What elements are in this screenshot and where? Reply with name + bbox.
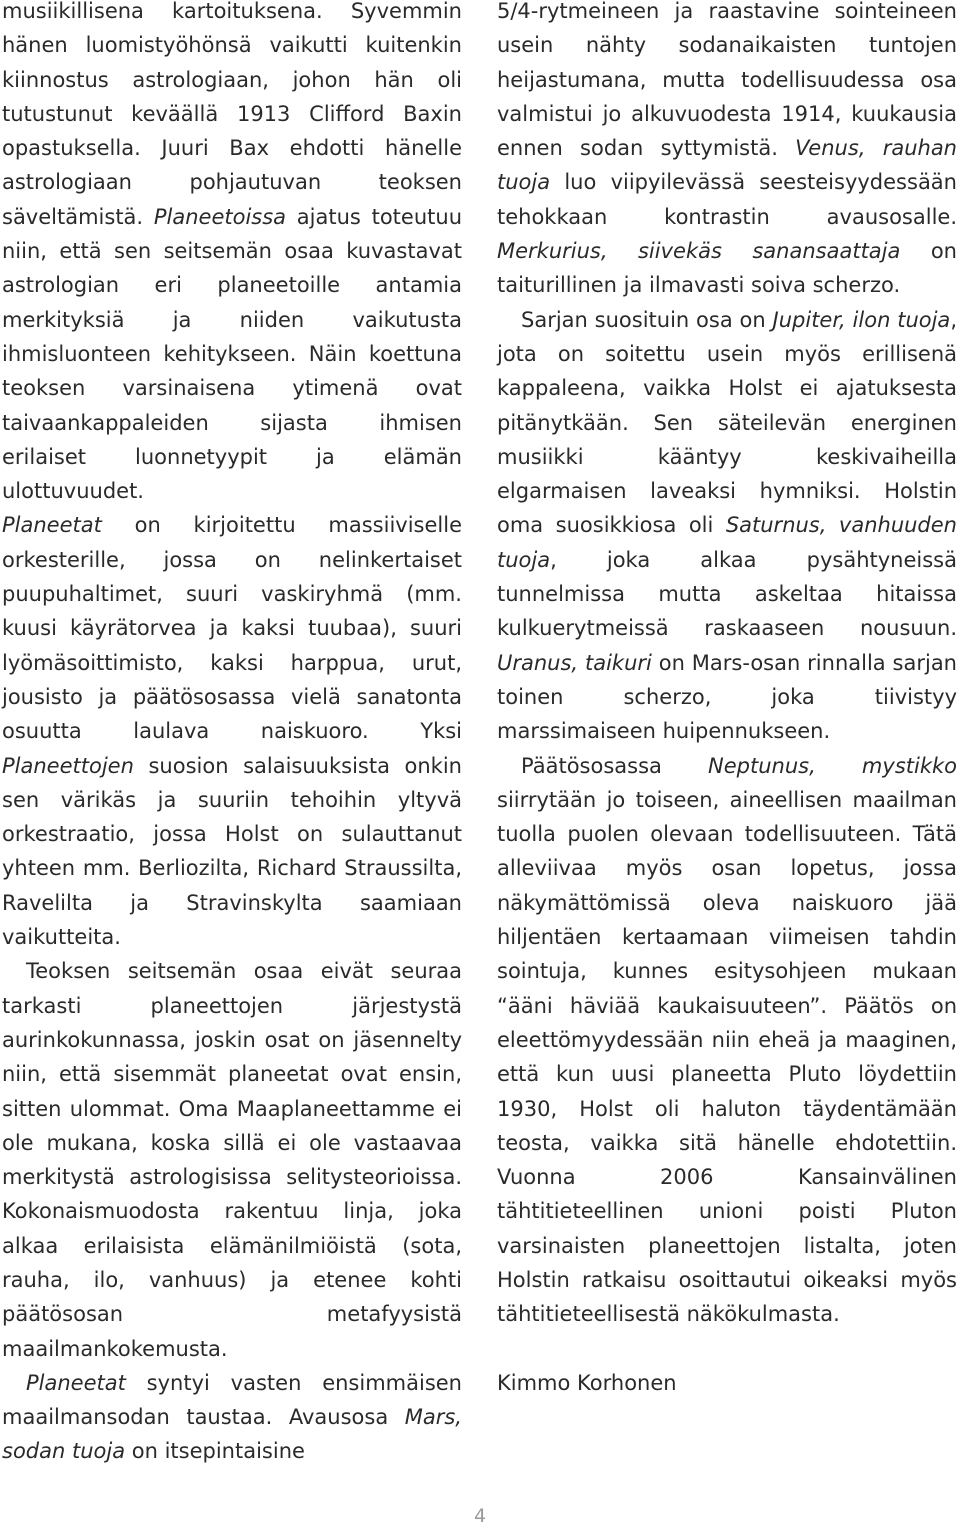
movement-title-italic: Mars, sodan tuoja xyxy=(2,1405,462,1464)
text-run: on kirjoitettu massiiviselle orkesterille, jossa on nelinkertaiset puupuhaltimet, suuri vaskiryhmä (mm. kuusi käyrätorvea ja kaksi tuubaa), suuri lyömäsoittimisto, kaksi harppua, urut, jousisto ja päätösosassa vielä sanatonta osuutta laulava naiskuoro. Yksi xyxy=(2,513,462,744)
paragraph-neptune-ending xyxy=(497,749,957,1332)
work-title-italic: Planeettojen xyxy=(2,753,134,778)
text-run: 5/4-rytmeineen ja raastavine sointeineen usein nähty sodanaikaisten tuntojen heijastumana, mutta todellisuudessa osa valmistui jo alkuvuodesta 1914, kuukausia ennen sodan syttymistä. xyxy=(497,0,957,161)
movement-title-italic: Uranus, taikuri xyxy=(497,650,652,675)
work-title-italic: Planeetat xyxy=(2,513,102,538)
text-run: siirrytään jo toiseen, aineellisen maailman tuolla puolen olevaan todellisuuteen. Tätä alleviivaa myös osan lopetus, jossa näkymättömissä oleva naiskuoro jää hiljentäen kertaamaan viimeisen tahdin sointuja, kunnes esitysohjeen mukaan “ääni häviää kaukaisuuteen”. Päätös on eleettömyydessään niin eheä ja maaginen, että kun uusi planeetta Pluto löydettiin 1930, Holst oli haluton täydentämään teosta, vaikka sitä hänelle ehdotettiin. Vuonna 2006 Kansainvälinen tähtitieteellinen unioni poisti Pluton varsinaisten planeettojen listalta, joten Holstin ratkaisu osoittautui oikeaksi myös tähtitieteellisestä näkökulmasta. xyxy=(497,787,957,1327)
page-number: 4 xyxy=(473,1505,487,1527)
movement-title-italic: Merkurius, siivekäs sanansaattaja xyxy=(497,239,901,264)
text-run: on taiturillinen ja ilmavasti soiva scherzo. xyxy=(497,239,957,298)
text-run: ajatus toteutuu niin, että sen seitsemän osaa kuvastavat astrologian eri planeetoille antamia merkityksiä ja niiden vaikutusta ihmisluonteen kehitykseen. Näin koettuna teoksen varsinaisena ytimenä ovat taivaankappaleiden sijasta ihmisen erilaiset luonnetyypit ja elämän ulottuvuudet. xyxy=(2,204,462,504)
text-run: Sarjan suosituin osa on xyxy=(521,307,773,332)
paragraph-astrology-influence xyxy=(2,0,462,508)
text-run: syntyi vasten ensimmäisen maailmansodan taustaa. Avausosa xyxy=(2,1370,462,1430)
text-run: suosion salaisuuksista onkin sen värikäs ja suuriin tehoihin yltyvä orkestraatio, jossa Holst on sulauttanut yhteen mm. Berliozilta, Richard Straussilta, Ravelilta ja Stravinskylta saamiaan vaikutteita. xyxy=(2,753,462,950)
paragraph-orchestration xyxy=(2,508,462,954)
movement-title-italic: Venus, rauhan tuoja xyxy=(497,136,957,195)
text-run: on itsepintaisine xyxy=(125,1439,305,1464)
paragraph-war-background xyxy=(2,1366,462,1469)
work-title-italic: Planeetat xyxy=(26,1370,126,1395)
work-title-italic: Planeetoissa xyxy=(153,204,287,229)
text-run: luo viipyilevässä seesteisyydessään tehokkaan kontrastin avausosalle. xyxy=(497,170,957,229)
text-run: , jota on soitettu usein myös erillisenä kappaleena, vaikka Holst ei ajatuksesta pitänytkään. Sen säteilevän energinen musiikki kääntyy keskivaiheilla elgarmaisen laveaksi hymniksi. Holstin oma suosikkiosa oli xyxy=(497,307,957,538)
author-signature: Kimmo Korhonen xyxy=(497,1370,677,1395)
text-run: Päätösosassa xyxy=(521,753,709,778)
paragraph-jupiter-saturn-uranus xyxy=(497,303,957,749)
text-run: on Mars-osan rinnalla sarjan toinen scherzo, joka tiivistyy marssimaiseen huipennukseen. xyxy=(497,650,957,744)
right-text-column xyxy=(497,0,957,1400)
text-run: , joka alkaa pysähtyneissä tunnelmissa mutta askeltaa hitaissa kulkuerytmeissä raskaaseen nousuun. xyxy=(497,547,957,641)
left-text-column xyxy=(2,0,462,1469)
text-run: musiikillisena kartoituksena. Syvemmin hänen luomistyöhönsä vaikutti kuitenkin kiinnostus astrologiaan, johon hän oli tutustunut keväällä 1913 Clifford Baxin opastuksella. Juuri Bax ehdotti hänelle astrologiaan pohjautuvan teoksen säveltämistä. xyxy=(2,0,462,229)
text-run: Teoksen seitsemän osaa eivät seuraa tarkasti planeettojen järjestystä aurinkokunnassa, joskin osat on jäsennelty niin, että sisemmät planeetat ovat ensin, sitten ulommat. Oma Maaplaneettamme ei ole mukana, koska sillä ei ole vastaavaa merkitystä astrologisissa selitysteorioissa. Kokonaismuodosta rakentuu linja, joka alkaa erilaisista elämänilmiöistä (sota, rauha, ilo, vanhuus) ja etenee kohti päätösosan metafyysistä maailmankokemusta. xyxy=(2,959,462,1361)
movement-title-italic: Jupiter, ilon tuoja xyxy=(772,307,951,332)
paragraph-movement-order xyxy=(2,954,462,1366)
movement-title-italic: Saturnus, vanhuuden tuoja xyxy=(497,513,957,572)
movement-title-italic: Neptunus, mystikko xyxy=(708,753,957,778)
paragraph-mars-venus-mercury xyxy=(497,0,957,303)
